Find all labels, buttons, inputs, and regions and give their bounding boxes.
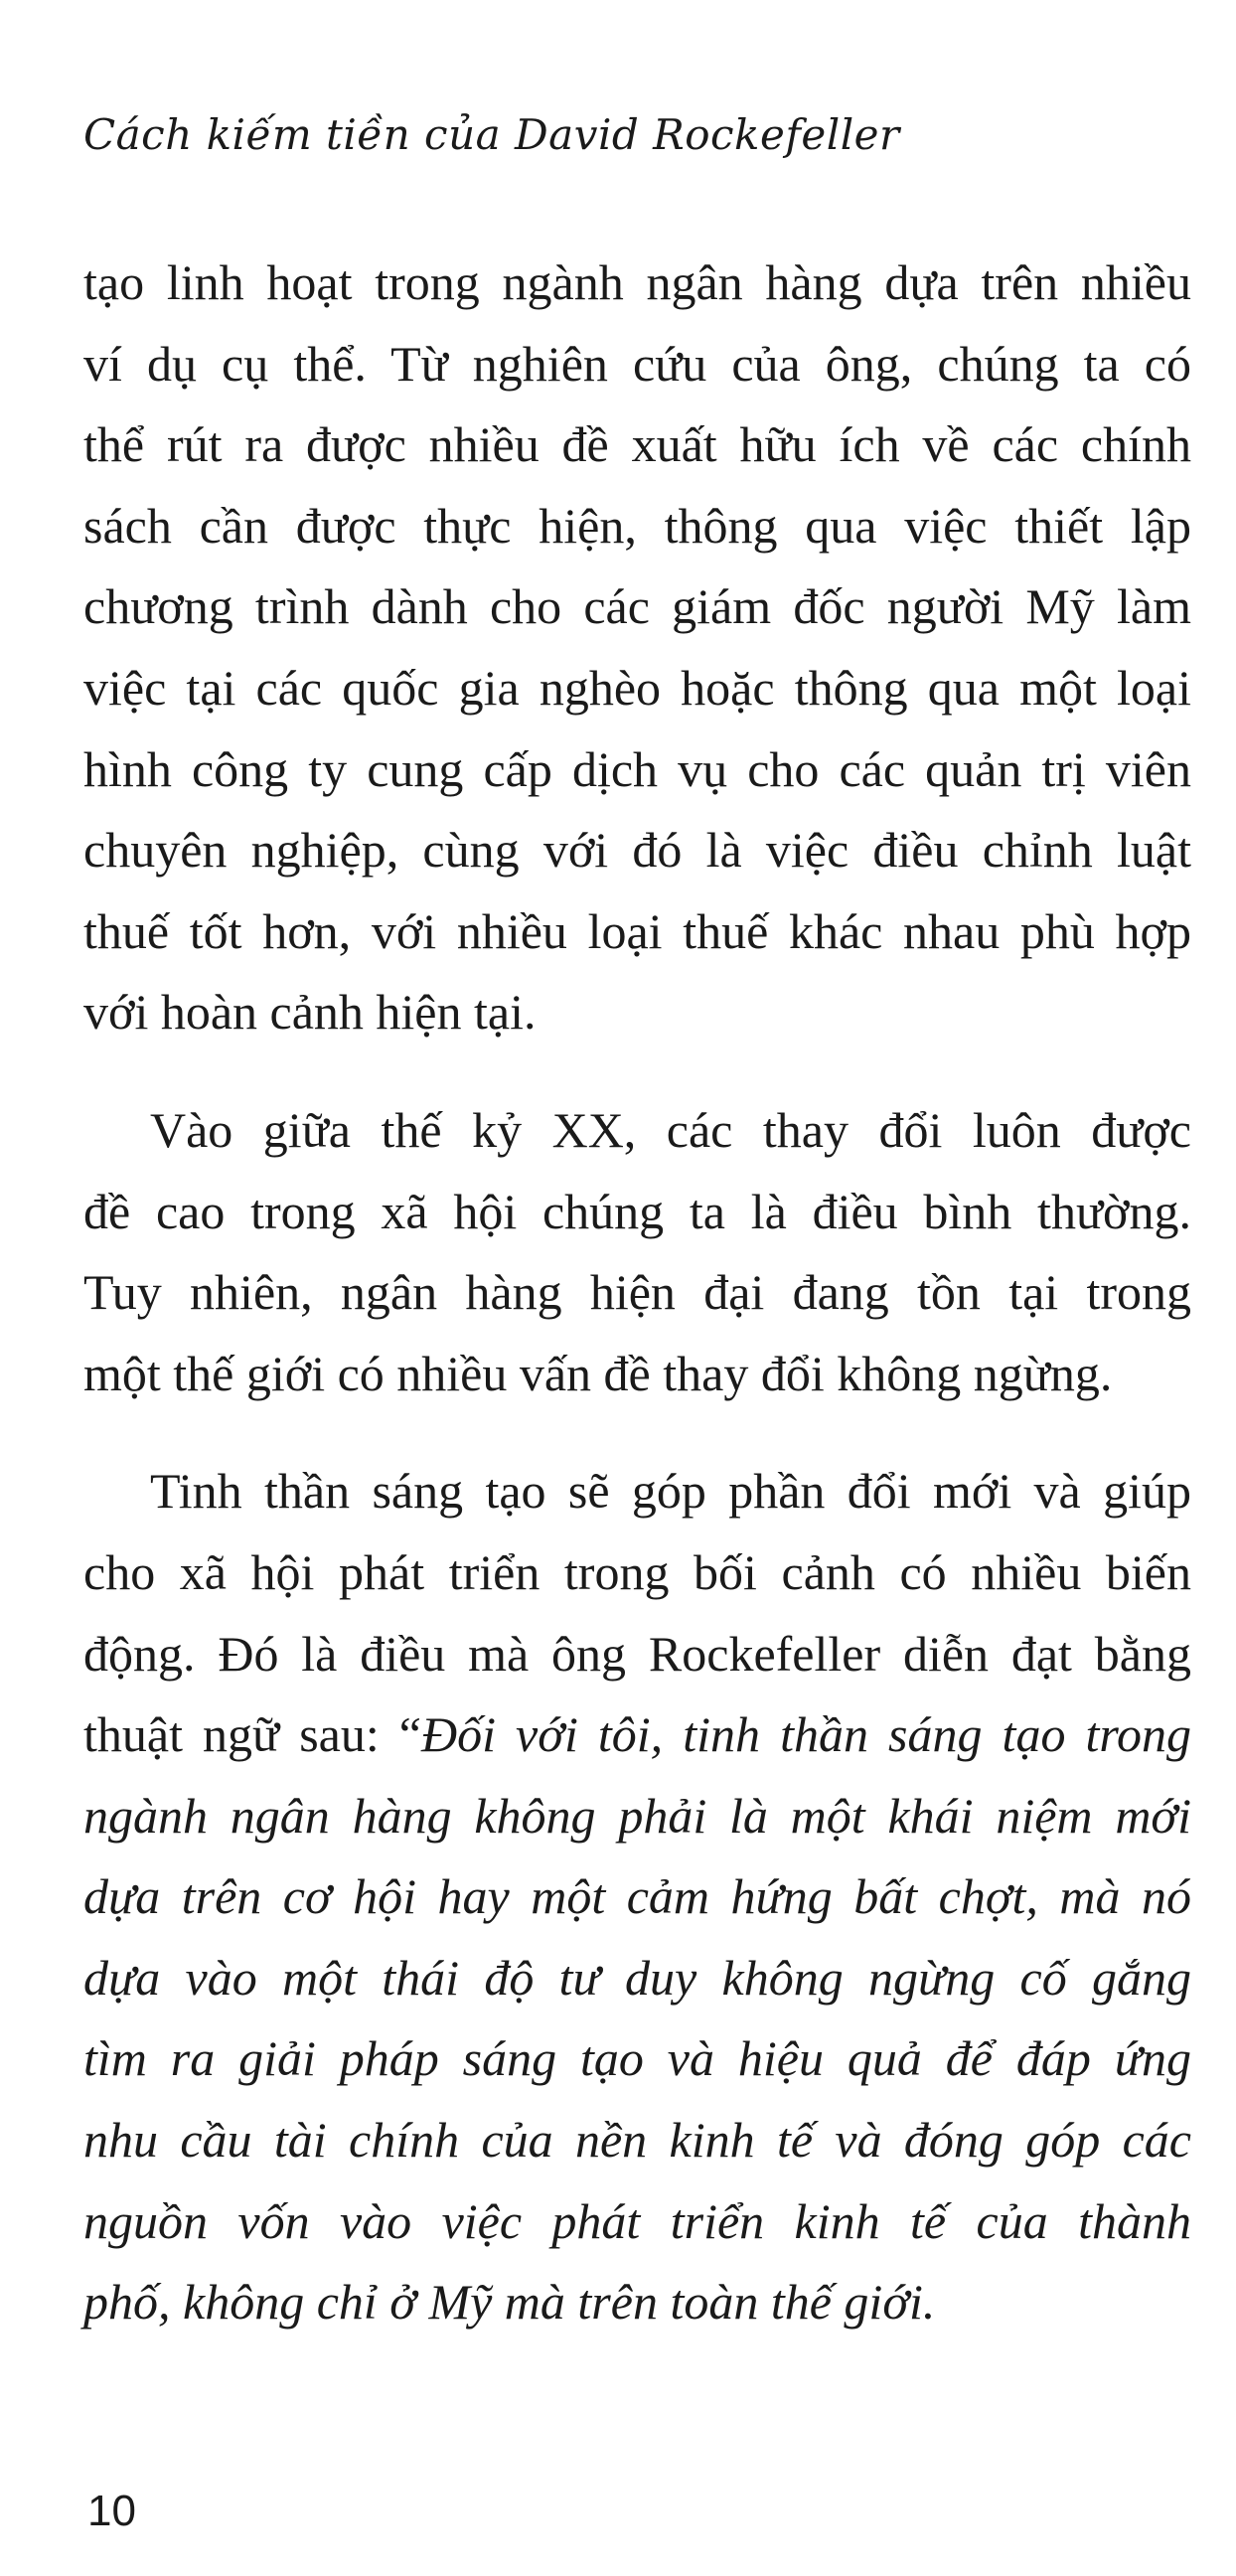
paragraph-3 bbox=[83, 1451, 1191, 2343]
text-line: chuyên nghiệp, cùng với đó là việc điều chỉnh luật bbox=[83, 822, 1191, 879]
quote-line: nguồn vốn vào việc phát triển kinh tế của thành bbox=[83, 2192, 1191, 2249]
page-number: 10 bbox=[87, 2487, 136, 2535]
text-line bbox=[83, 1694, 1191, 1776]
text-line: chương trình dành cho các giám đốc người Mỹ làm bbox=[83, 578, 1191, 635]
text-line: hình công ty cung cấp dịch vụ cho các quản trị viên bbox=[83, 740, 1191, 797]
text-line: tạo linh hoạt trong ngành ngân hàng dựa trên nhiều bbox=[83, 254, 1191, 310]
running-head: Cách kiếm tiền của David Rockefeller bbox=[83, 110, 900, 159]
text-line: Tuy nhiên, ngân hàng hiện đại đang tồn tại trong bbox=[83, 1264, 1191, 1321]
quote-lead-in: thuật ngữ sau: “ bbox=[83, 1706, 421, 1763]
paragraph-2 bbox=[83, 1090, 1191, 1414]
quote-line: Đối với tôi, tinh thần sáng tạo trong bbox=[421, 1706, 1191, 1763]
text-line: thuế tốt hơn, với nhiều loại thuế khác nhau phù hợp bbox=[83, 902, 1191, 959]
quote-line: dựa trên cơ hội hay một cảm hứng bất chợt, mà nó bbox=[83, 1868, 1191, 1925]
text-line: đề cao trong xã hội chúng ta là điều bình thường. bbox=[83, 1183, 1191, 1239]
text-line: với hoàn cảnh hiện tại. bbox=[83, 984, 537, 1041]
text-line: ví dụ cụ thể. Từ nghiên cứu của ông, chúng ta có bbox=[83, 335, 1191, 392]
body-text bbox=[83, 242, 1191, 2343]
text-line: cho xã hội phát triển trong bối cảnh có nhiều biến bbox=[83, 1543, 1191, 1600]
quote-line: nhu cầu tài chính của nền kinh tế và đóng góp các bbox=[83, 2112, 1191, 2169]
quote-line: tìm ra giải pháp sáng tạo và hiệu quả để đáp ứng bbox=[83, 2030, 1191, 2087]
quote-line: dựa vào một thái độ tư duy không ngừng cố gắng bbox=[83, 1949, 1191, 2006]
paragraph-1 bbox=[83, 242, 1191, 1053]
text-line: việc tại các quốc gia nghèo hoặc thông qua một loại bbox=[83, 659, 1191, 716]
text-line: Tinh thần sáng tạo sẽ góp phần đổi mới và giúp bbox=[150, 1463, 1191, 1520]
quote-line: phố, không chỉ ở Mỹ mà trên toàn thế giới. bbox=[83, 2274, 936, 2331]
text-line: sách cần được thực hiện, thông qua việc thiết lập bbox=[83, 497, 1191, 554]
text-line: động. Đó là điều mà ông Rockefeller diễn đạt bằng bbox=[83, 1625, 1191, 1682]
text-line: thể rút ra được nhiều đề xuất hữu ích về các chính bbox=[83, 416, 1191, 473]
quote-line: ngành ngân hàng không phải là một khái niệm mới bbox=[83, 1787, 1191, 1844]
text-line: Vào giữa thế kỷ XX, các thay đổi luôn được bbox=[150, 1101, 1191, 1158]
text-line: một thế giới có nhiều vấn đề thay đổi không ngừng. bbox=[83, 1345, 1113, 1401]
